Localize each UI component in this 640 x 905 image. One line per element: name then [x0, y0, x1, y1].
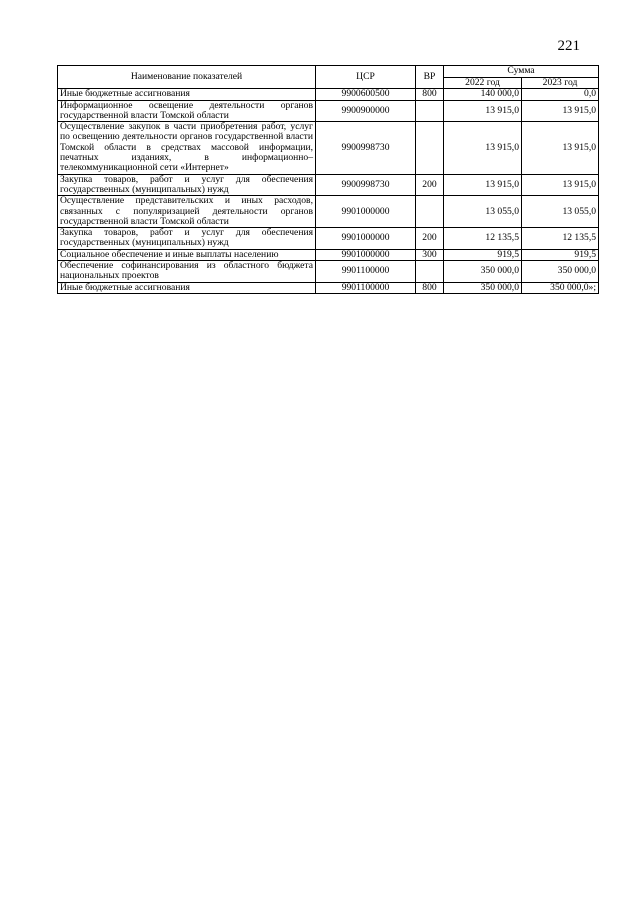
row-name: Социальное обеспечение и иные выплаты населению [58, 249, 316, 260]
row-name: Осуществление закупок в части приобретения работ, услуг по освещению деятельности органов государственной власти Томской области в средствах массовой информации, печатных изданиях, в информационно–телекоммуникационной сети «Интернет» [58, 122, 316, 174]
table-row [58, 261, 599, 283]
row-vr: 300 [416, 249, 444, 260]
table-row [58, 122, 599, 174]
row-name: Иные бюджетные ассигнования [58, 282, 316, 293]
table-row [58, 174, 599, 196]
row-csr: 9900600500 [316, 89, 416, 100]
page-number: 221 [557, 38, 580, 54]
row-name: Иные бюджетные ассигнования [58, 89, 316, 100]
row-sum-2022: 350 000,0 [444, 282, 522, 293]
budget-table [57, 65, 599, 294]
row-csr: 9901100000 [316, 282, 416, 293]
row-csr: 9900998730 [316, 122, 416, 174]
row-sum-2023: 350 000,0 [522, 261, 599, 283]
row-name: Осуществление представительских и иных расходов, связанных с популяризацией деятельности органов государственной власти Томской области [58, 196, 316, 228]
header-vr: ВР [416, 66, 444, 89]
header-sum: Сумма [444, 66, 599, 78]
row-sum-2022: 13 915,0 [444, 174, 522, 196]
table-row [58, 282, 599, 293]
header-year-2022: 2022 год [444, 78, 522, 89]
row-sum-2023: 13 915,0 [522, 122, 599, 174]
row-name: Закупка товаров, работ и услуг для обеспечения государственных (муниципальных) нужд [58, 228, 316, 250]
row-sum-2023: 350 000,0»; [522, 282, 599, 293]
row-vr: 200 [416, 174, 444, 196]
row-sum-2023: 12 135,5 [522, 228, 599, 250]
row-csr: 9901100000 [316, 261, 416, 283]
row-sum-2023: 919,5 [522, 249, 599, 260]
row-sum-2022: 13 915,0 [444, 100, 522, 122]
row-vr: 800 [416, 89, 444, 100]
row-vr [416, 261, 444, 283]
row-csr: 9900900000 [316, 100, 416, 122]
row-sum-2023: 13 915,0 [522, 174, 599, 196]
row-sum-2023: 0,0 [522, 89, 599, 100]
row-sum-2023: 13 915,0 [522, 100, 599, 122]
row-vr [416, 100, 444, 122]
row-name: Закупка товаров, работ и услуг для обеспечения государственных (муниципальных) нужд [58, 174, 316, 196]
row-csr: 9900998730 [316, 174, 416, 196]
row-vr [416, 122, 444, 174]
row-vr [416, 196, 444, 228]
row-name: Информационное освещение деятельности органов государственной власти Томской области [58, 100, 316, 122]
row-sum-2022: 13 915,0 [444, 122, 522, 174]
table-row [58, 228, 599, 250]
row-sum-2023: 13 055,0 [522, 196, 599, 228]
table-row [58, 196, 599, 228]
row-csr: 9901000000 [316, 196, 416, 228]
row-sum-2022: 140 000,0 [444, 89, 522, 100]
row-name: Обеспечение софинансирования из областного бюджета национальных проектов [58, 261, 316, 283]
table-row [58, 89, 599, 100]
row-vr: 800 [416, 282, 444, 293]
header-year-2023: 2023 год [522, 78, 599, 89]
table-row [58, 249, 599, 260]
row-csr: 9901000000 [316, 228, 416, 250]
row-csr: 9901000000 [316, 249, 416, 260]
row-sum-2022: 12 135,5 [444, 228, 522, 250]
row-vr: 200 [416, 228, 444, 250]
row-sum-2022: 350 000,0 [444, 261, 522, 283]
header-name: Наименование показателей [58, 66, 316, 89]
row-sum-2022: 13 055,0 [444, 196, 522, 228]
table-row [58, 100, 599, 122]
header-csr: ЦСР [316, 66, 416, 89]
row-sum-2022: 919,5 [444, 249, 522, 260]
